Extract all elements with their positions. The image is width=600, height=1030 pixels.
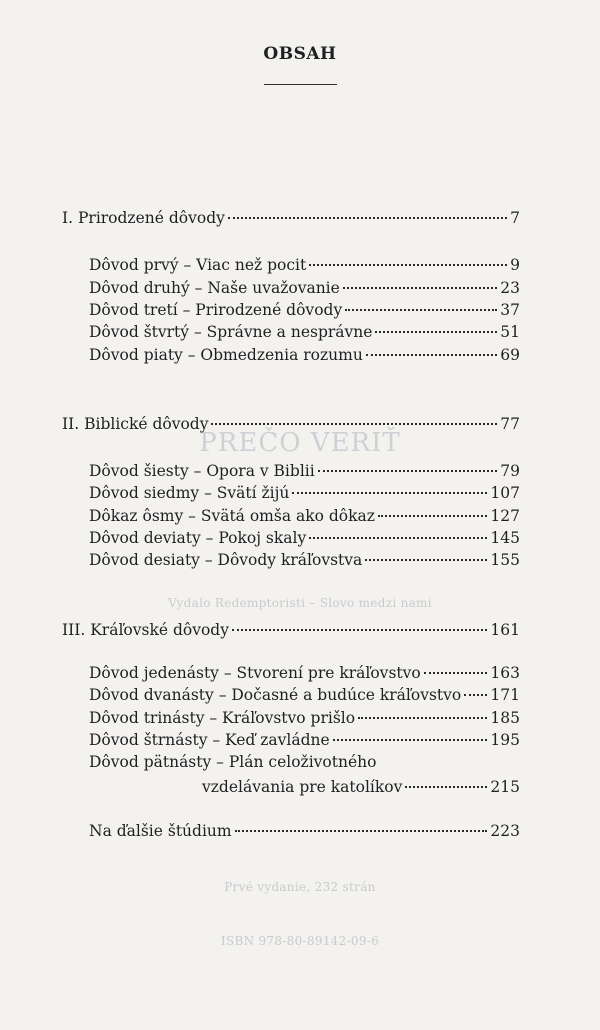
title-rule: [264, 84, 337, 85]
toc-page-number: 79: [500, 462, 520, 480]
toc-section-label: III. Kráľovské dôvody: [62, 621, 229, 639]
toc-entry-label: Dôvod štvrtý – Správne a nesprávne: [89, 323, 373, 341]
show-through-line: Prvé vydanie, 232 strán: [224, 880, 376, 894]
toc-closing: [89, 820, 520, 842]
toc-section: [62, 619, 520, 641]
toc-entry: [89, 684, 520, 706]
toc-entry: [89, 321, 520, 343]
toc-entry: [89, 662, 520, 684]
toc-entry-label: Dôvod trinásty – Kráľovstvo prišlo: [89, 709, 356, 727]
leader-dots: [343, 287, 497, 289]
leader-dots: [232, 629, 487, 631]
toc-page-number: 37: [500, 301, 520, 319]
page-title: OBSAH: [263, 44, 337, 64]
toc-entry-label-line2: vzdelávania pre katolíkov: [202, 778, 403, 796]
leader-dots: [375, 331, 497, 333]
toc-entry: [202, 776, 520, 798]
toc-entry: [89, 299, 520, 321]
toc-entry-label: Dôvod šiesty – Opora v Biblii: [89, 462, 315, 480]
leader-dots: [405, 786, 487, 788]
toc-page-number: 161: [490, 621, 520, 639]
leader-dots: [228, 217, 507, 219]
toc-closing-label: Na ďalšie štúdium: [89, 822, 232, 840]
toc-entry-label: Dôvod štrnásty – Keď zavládne: [89, 731, 330, 749]
leader-dots: [318, 470, 498, 472]
toc-entry: [89, 549, 520, 571]
toc-entry: [89, 254, 520, 276]
leader-dots: [378, 515, 487, 517]
toc-page-number: 107: [490, 484, 520, 502]
show-through-line: Vydalo Redemptoristi – Slovo medzi nami: [168, 596, 432, 610]
leader-dots: [211, 423, 497, 425]
toc-page-number: 155: [490, 551, 520, 569]
toc-page-number: 145: [490, 529, 520, 547]
toc-page-number: 23: [500, 279, 520, 297]
show-through-title: PREČO VERIŤ: [199, 428, 401, 458]
toc-page-number: 127: [490, 507, 520, 525]
leader-dots: [333, 739, 488, 741]
toc-section-label: II. Biblické dôvody: [62, 415, 209, 433]
toc-entry-label: Dôvod prvý – Viac než pocit: [89, 256, 307, 274]
toc-entry-label: Dôvod desiaty – Dôvody kráľovstva: [89, 551, 363, 569]
toc-entry: [89, 505, 520, 527]
leader-dots: [358, 717, 487, 719]
toc-entry-label: Dôkaz ôsmy – Svätá omša ako dôkaz: [89, 507, 375, 525]
toc-entry-label: Dôvod druhý – Naše uvažovanie: [89, 279, 340, 297]
toc-page-number: 163: [490, 664, 520, 682]
leader-dots: [235, 830, 488, 832]
leader-dots: [464, 694, 487, 696]
toc-entry: [89, 460, 520, 482]
toc-section: [62, 413, 520, 435]
toc-page-number: 7: [510, 209, 520, 227]
leader-dots: [345, 309, 497, 311]
toc-entry-label: Dôvod deviaty – Pokoj skaly: [89, 529, 307, 547]
toc-entry-label-line1: Dôvod pätnásty – Plán celoživotného: [89, 753, 377, 771]
leader-dots: [424, 672, 488, 674]
toc-entry: [89, 707, 520, 729]
toc-section-label: I. Prirodzené dôvody: [62, 209, 225, 227]
toc-entry: [89, 729, 520, 751]
toc-page-number: 77: [500, 415, 520, 433]
toc-page-number: 69: [500, 346, 520, 364]
leader-dots: [365, 559, 487, 561]
toc-entry: [89, 344, 520, 366]
toc-entry-label: Dôvod dvanásty – Dočasné a budúce kráľovstvo: [89, 686, 462, 704]
toc-entry-label: Dôvod piaty – Obmedzenia rozumu: [89, 346, 363, 364]
toc-entry: [89, 277, 520, 299]
toc-entry-label: Dôvod siedmy – Svätí žijú: [89, 484, 290, 502]
leader-dots: [292, 492, 487, 494]
toc-page-number: 223: [490, 822, 520, 840]
toc-entry-label: Dôvod jedenásty – Stvorení pre kráľovstvo: [89, 664, 421, 682]
toc-page-number: 51: [500, 323, 520, 341]
leader-dots: [309, 264, 507, 266]
toc-entry-label: Dôvod tretí – Prirodzené dôvody: [89, 301, 343, 319]
toc-section: [62, 207, 520, 229]
leader-dots: [309, 537, 487, 539]
toc-page-number: 185: [490, 709, 520, 727]
toc-entry: [89, 527, 520, 549]
toc-page-number: 171: [490, 686, 520, 704]
toc-page-number: 195: [490, 731, 520, 749]
leader-dots: [366, 354, 497, 356]
toc-page-number: 9: [510, 256, 520, 274]
toc-page-number: 215: [490, 778, 520, 796]
toc-entry: [89, 482, 520, 504]
show-through-line: ISBN 978-80-89142-09-6: [220, 934, 380, 948]
